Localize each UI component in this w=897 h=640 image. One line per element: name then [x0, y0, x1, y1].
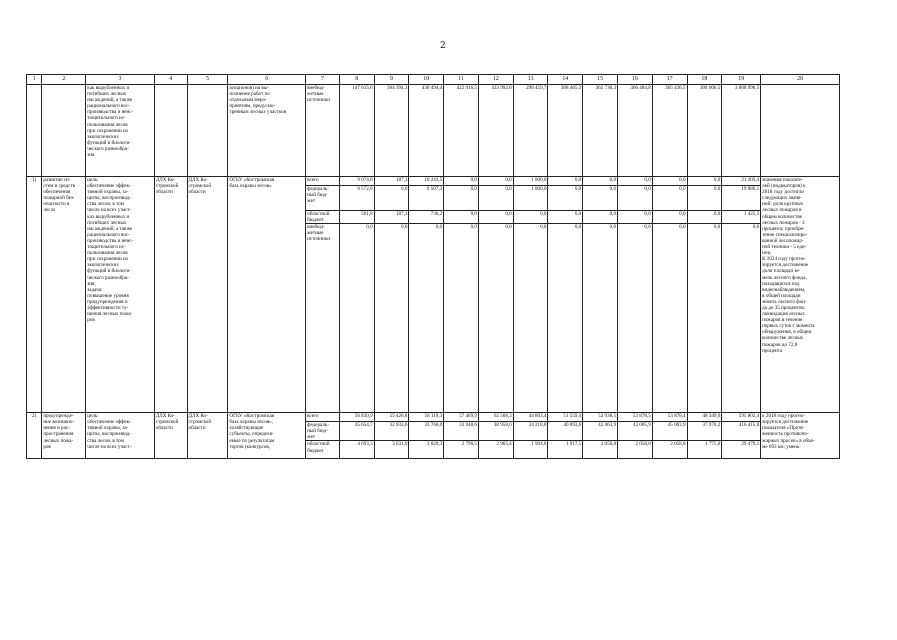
- column-header-row: [27, 75, 840, 85]
- cell-value: 53 878,4: [652, 413, 687, 422]
- cell-coexecutor: ДЛХ Ко- стромской области: [187, 413, 228, 459]
- cell-value: 0,0: [583, 224, 618, 413]
- cell-value: 1 800,0: [513, 186, 548, 211]
- cell-value: 0,0: [618, 186, 653, 211]
- cell-value: 29 479,1: [722, 441, 761, 459]
- cell-value: 0,0: [548, 211, 583, 224]
- cell-value: 0,0: [444, 186, 479, 211]
- cell-value: 0,0: [548, 186, 583, 211]
- cell-value: 1 425,3: [722, 211, 761, 224]
- column-header: 8: [339, 75, 374, 85]
- cell-value: 0,0: [652, 224, 687, 413]
- page-number: 2: [440, 41, 446, 51]
- column-header: 17: [652, 75, 687, 85]
- cell-value: 0,0: [548, 177, 583, 186]
- cell-participant: аукционов) на вы- полнение работ по отдельным меро- приятиям, предусмо- тренным лесных участков: [228, 85, 306, 177]
- cell-source: федераль- ный бюд- жет: [306, 186, 340, 211]
- cell-value: 1 775,0: [687, 441, 722, 459]
- cell-coexecutor: [187, 85, 228, 177]
- cell-indicator: значения показате- лей (индикаторов) к 2018 году достигли следующих значе- ний: доля крупных лесных пожаров в общем количестве лесных пожаров - 3 процента; приобре- тение специализиро- ванной лесопожар- ной техники - 5 еди- ниц. К 2024 году прогно- зируется достижение доли площади зе- мель лесного фонда, находящихся под видеонаблюдением, в общей площади земель лесного фон- да до 35 процентов; ликвидация лесных пожаров в течение первых суток с момента обнаружения, в общем количестве лесных пожаров до 72,8 процента: [761, 177, 840, 413]
- cell-value: 37 970,2: [687, 422, 722, 441]
- cell-responsible: [154, 85, 187, 177]
- cell-value: 147 615,6: [339, 85, 374, 177]
- cell-goal: цель: обеспечение эффек- тивной охраны, за- щиты, воспроизвод- ства лесов, в том числе на всех участ- ках вырубленных и погибших лесных насаждений, а также рационального вос- производства и неис- тощительного ис- пользования лесов при сохранении их экологических функций и биологи- ческого разнообра- зия; задача: повышение уровня предупреждения и эффективности ту- шения лесных пожа- ров: [86, 177, 155, 413]
- cell-value: 0,0: [513, 211, 548, 224]
- cell-source: всего: [306, 177, 340, 186]
- cell-value: 501,8: [339, 211, 374, 224]
- cell-source: внебюд- жетные источники: [306, 224, 340, 413]
- cell-value: 33 766,0: [409, 422, 444, 441]
- cell-value: 0,0: [687, 186, 722, 211]
- cell-value: 34 218,8: [513, 422, 548, 441]
- cell-source: федераль- ный бюд- жет: [306, 422, 340, 441]
- cell-value: 0,0: [374, 186, 409, 211]
- cell-value: 0,0: [618, 177, 653, 186]
- cell-value: 366 484,8: [618, 85, 653, 177]
- cell-value: 0,0: [548, 224, 583, 413]
- column-header: 16: [618, 75, 653, 85]
- cell-value: 0,0: [478, 186, 513, 211]
- cell-value: 45 003,9: [652, 422, 687, 441]
- cell-participant: ОГБУ «Костромская база охраны лесов», хозяйствующие субъекты, определя- емые по результатам торгов (конкурсов,: [228, 413, 306, 459]
- cell-value: 364 394,3: [374, 85, 409, 177]
- cell-value: 40 893,6: [548, 422, 583, 441]
- cell-value: 0,0: [444, 224, 479, 413]
- cell-source: областной бюджет: [306, 441, 340, 459]
- cell-value: 2 058,8: [583, 441, 618, 459]
- cell-value: 19 880,1: [722, 186, 761, 211]
- cell-value: 0,0: [478, 211, 513, 224]
- cell-value: 0,0: [618, 224, 653, 413]
- cell-value: 187,3: [374, 211, 409, 224]
- column-header: 14: [548, 75, 583, 85]
- cell-name: предупрежде- ние возникно- вения и рас- пространения лесных пожа- ров: [42, 413, 86, 459]
- cell-value: 0,0: [687, 211, 722, 224]
- cell-responsible: ДЛХ Ко- стромской области: [154, 177, 187, 413]
- cell-value: 62 568,3: [478, 413, 513, 422]
- table-row: [27, 413, 840, 422]
- cell-value: 38 958,6: [478, 422, 513, 441]
- column-header: 4: [154, 75, 187, 85]
- cell-value: 2 965,4: [478, 441, 513, 459]
- cell-value: 433 992,6: [478, 85, 513, 177]
- column-header: 5: [187, 75, 228, 85]
- cell-name: [42, 85, 86, 177]
- cell-value: 1 800,0: [513, 177, 548, 186]
- cell-value: 0,0: [374, 224, 409, 413]
- cell-source: областной бюджет: [306, 211, 340, 224]
- column-header: 19: [722, 75, 761, 85]
- cell-value: 422 916,5: [444, 85, 479, 177]
- column-header: 20: [761, 75, 840, 85]
- cell-indicator: к 2018 году прогно- зируется достижение показателя «Протя- женность противопо- жарных просек» в объе- ме 693 км; умень-: [761, 413, 840, 459]
- cell-value: 21 305,4: [722, 177, 761, 186]
- cell-value: 0,0: [687, 177, 722, 186]
- column-header: 9: [374, 75, 409, 85]
- cell-value: 416 415,8: [722, 422, 761, 441]
- cell-name: развитие си- стем и средств обеспечения пожарной без- опасности в лесах: [42, 177, 86, 413]
- cell-value: 0,0: [478, 177, 513, 186]
- cell-value: 33 948,6: [444, 422, 479, 441]
- cell-value: 0,0: [722, 224, 761, 413]
- cell-value: 0,0: [478, 224, 513, 413]
- cell-value: 35 654,7: [339, 422, 374, 441]
- column-header: 12: [478, 75, 513, 85]
- cell-value: 0,0: [652, 177, 687, 186]
- cell-value: 430 494,4: [409, 85, 444, 177]
- column-header: 10: [409, 75, 444, 85]
- cell-value: 43 005,9: [618, 422, 653, 441]
- column-header: 7: [306, 75, 340, 85]
- cell-value: 44 803,4: [513, 413, 548, 422]
- cell-value: 0,0: [652, 186, 687, 211]
- cell-value: 2 058,8: [618, 441, 653, 459]
- cell-goal: как вырубленных и погибших лесных насаждений, а также рационального вос- производства и неис- тощительного ис- пользования лесов при сохранении их экологических функций и биологи- ческого разнообра- зия: [86, 85, 155, 177]
- cell-goal: цель: обеспечение эффек- тивной охраны, за- щиты, воспроизвод- ства лесов, в том числе на всех участ-: [86, 413, 155, 459]
- column-header: 18: [687, 75, 722, 85]
- cell-source: внебюд- жетные источники: [306, 85, 340, 177]
- cell-value: 736,2: [409, 211, 444, 224]
- cell-source: всего: [306, 413, 340, 422]
- cell-value: 55 426,8: [374, 413, 409, 422]
- column-header: 15: [583, 75, 618, 85]
- column-header: 1: [27, 75, 42, 85]
- program-table: [26, 74, 840, 459]
- cell-value: 58 119,3: [409, 413, 444, 422]
- column-header: 2: [42, 75, 86, 85]
- cell-value: 3 631,9: [374, 441, 409, 459]
- cell-value: 0,0: [652, 211, 687, 224]
- cell-value: 0,0: [583, 177, 618, 186]
- column-header: 11: [444, 75, 479, 85]
- cell-value: 1 904,8: [513, 441, 548, 459]
- cell-value: 42 063,9: [583, 422, 618, 441]
- cell-value: 8 572,8: [339, 186, 374, 211]
- cell-value: 0,0: [583, 186, 618, 211]
- cell-value: 3 808 996,5: [722, 85, 761, 177]
- cell-responsible: ДЛХ Ко- стромской области: [154, 413, 187, 459]
- cell-value: 10 243,5: [409, 177, 444, 186]
- cell-value: 3 620,3: [409, 441, 444, 459]
- table-row: [27, 177, 840, 186]
- cell-value: 298 459,7: [513, 85, 548, 177]
- cell-value: 187,3: [374, 177, 409, 186]
- cell-value: 32 933,6: [374, 422, 409, 441]
- cell-participant: ОГБУ «Костромская база охраны лесов»: [228, 177, 306, 413]
- cell-value: 57 469,9: [444, 413, 479, 422]
- cell-value: 2 796,5: [444, 441, 479, 459]
- table-row: [27, 85, 840, 177]
- cell-value: 0,0: [618, 211, 653, 224]
- cell-value: 9 074,6: [339, 177, 374, 186]
- cell-value: 0,0: [513, 224, 548, 413]
- cell-value: 0,0: [339, 224, 374, 413]
- cell-value: 0,0: [444, 211, 479, 224]
- cell-value: 0,0: [583, 211, 618, 224]
- cell-value: 1 917,5: [548, 441, 583, 459]
- cell-value: 51 559,4: [548, 413, 583, 422]
- cell-value: 308 006,5: [687, 85, 722, 177]
- cell-indicator: [761, 85, 840, 177]
- cell-value: 595 802,4: [722, 413, 761, 422]
- cell-num: 2): [27, 413, 42, 459]
- cell-value: 308 465,3: [548, 85, 583, 177]
- cell-value: 48 349,0: [687, 413, 722, 422]
- cell-value: 362 730,3: [583, 85, 618, 177]
- column-header: 13: [513, 75, 548, 85]
- cell-value: 9 507,3: [409, 186, 444, 211]
- cell-value: 56 810,9: [339, 413, 374, 422]
- cell-value: 4 693,3: [339, 441, 374, 459]
- column-header: 3: [86, 75, 155, 85]
- cell-coexecutor: ДЛХ Ко- стромской области: [187, 177, 228, 413]
- cell-value: 0,0: [687, 224, 722, 413]
- cell-value: 365 436,5: [652, 85, 687, 177]
- cell-value: 52 938,5: [583, 413, 618, 422]
- column-header: 6: [228, 75, 306, 85]
- cell-value: 53 878,5: [618, 413, 653, 422]
- cell-value: 0,0: [444, 177, 479, 186]
- cell-num: 1): [27, 177, 42, 413]
- cell-value: 0,0: [409, 224, 444, 413]
- cell-num: [27, 85, 42, 177]
- cell-value: 2 058,8: [652, 441, 687, 459]
